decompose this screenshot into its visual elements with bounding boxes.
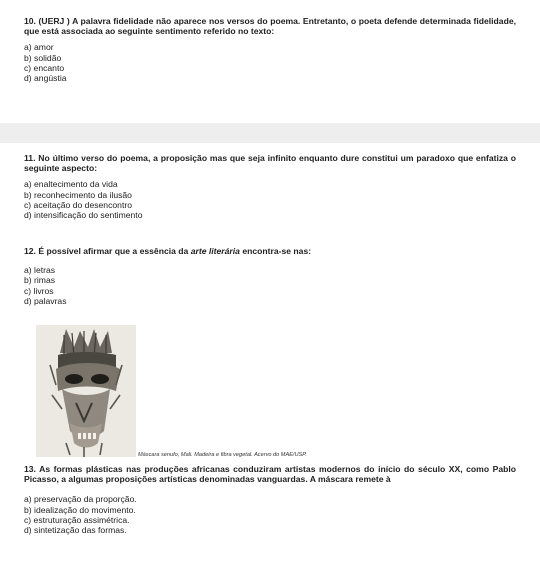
option-d[interactable]: d) palavras [24,295,67,306]
question-12-text-start: 12. É possível afirmar que a essência da [24,246,191,256]
question-10 [24,16,516,83]
option-d[interactable]: d) intensificação do sentimento [24,210,143,221]
option-b[interactable]: b) idealização do movimento. [24,504,136,515]
option-c[interactable]: c) encanto [24,62,65,73]
question-13 [24,464,516,535]
option-a[interactable]: a) preservação da proporção. [24,494,137,505]
question-13-text: 13. As formas plásticas nas produções africanas conduziram artistas modernos do início do século XX, como Pablo Picasso, a algumas proposições artísticas denominadas vanguardas. A máscara remete à [24,464,516,485]
option-b[interactable]: b) rimas [24,275,56,286]
question-12-text-end: encontra-se nas: [239,246,312,256]
option-b[interactable]: b) solidão [24,52,62,63]
question-11-options [24,179,516,220]
option-c[interactable]: c) estruturação assimétrica. [24,514,130,525]
question-13-options [24,494,516,535]
question-10-text: 10. (UERJ ) A palavra fidelidade não aparece nos versos do poema. Entretanto, o poeta defende determinada fidelidade, que está associada ao seguinte sentimento referido no texto: [24,16,516,37]
question-12 [24,246,516,306]
option-b[interactable]: b) reconhecimento da ilusão [24,189,132,200]
option-c[interactable]: c) aceitação do desencontro [24,199,132,210]
option-c[interactable]: c) livros [24,285,54,296]
option-d[interactable]: d) angústia [24,73,67,84]
section-divider [0,123,540,143]
option-a[interactable]: a) letras [24,265,56,276]
mask-image [36,325,136,457]
question-11-text: 11. No último verso do poema, a proposição mas que seja infinito enquanto dure constitui um paradoxo que enfatiza o seguinte aspecto: [24,153,516,174]
option-a[interactable]: a) amor [24,42,54,53]
image-caption: Máscara senufo, Mali. Madeira e fibra vegetal. Acervo do MAE/USP. [138,452,307,458]
question-12-options [24,265,516,306]
mask-illustration [36,325,136,457]
option-d[interactable]: d) sintetização das formas. [24,525,127,536]
question-12-text [24,246,516,256]
question-10-options [24,42,516,83]
question-11 [24,153,516,220]
question-12-term: arte literária [190,246,240,256]
option-a[interactable]: a) enaltecimento da vida [24,179,118,190]
